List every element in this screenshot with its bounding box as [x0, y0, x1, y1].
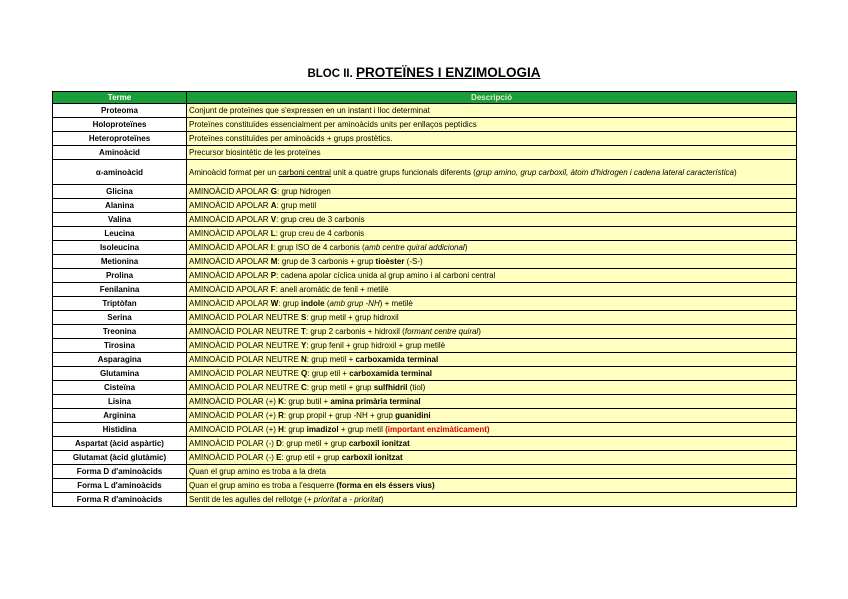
table-row — [53, 297, 797, 311]
description-cell — [187, 269, 797, 283]
table-row — [53, 283, 797, 297]
description-cell — [187, 479, 797, 493]
description-segment: : grup creu de 4 carbonis — [275, 229, 365, 238]
description-segment: P — [270, 271, 277, 280]
term-cell: Valina — [53, 213, 187, 227]
term-cell: Glutamina — [53, 367, 187, 381]
description-segment: C — [301, 383, 307, 392]
description-cell — [187, 227, 797, 241]
description-segment: amina primària terminal — [330, 397, 421, 406]
description-cell — [187, 325, 797, 339]
description-segment: I — [270, 243, 274, 252]
table-row — [53, 437, 797, 451]
description-cell — [187, 493, 797, 507]
table-row — [53, 381, 797, 395]
description-segment: AMINOÀCID APOLAR — [189, 271, 271, 280]
term-cell: Prolina — [53, 269, 187, 283]
description-segment: : grup metil + grup — [281, 439, 349, 448]
term-cell: Forma R d'aminoàcids — [53, 493, 187, 507]
description-segment: : grup butil + — [283, 397, 331, 406]
description-cell — [187, 409, 797, 423]
description-cell — [187, 199, 797, 213]
description-cell — [187, 241, 797, 255]
table-row — [53, 311, 797, 325]
description-segment: Q — [301, 369, 308, 378]
description-cell — [187, 423, 797, 437]
description-segment: amb centre quiral addicional — [364, 243, 465, 252]
description-cell — [187, 339, 797, 353]
term-cell: Lisina — [53, 395, 187, 409]
description-cell — [187, 132, 797, 146]
description-segment: grup amino, grup carboxil, àtom d'hidrogen i cadena lateral característica — [475, 167, 734, 177]
term-cell: α-aminoàcid — [53, 160, 187, 185]
table-header-row — [53, 92, 797, 104]
description-segment: AMINOÀCID APOLAR — [189, 187, 271, 196]
term-cell: Treonina — [53, 325, 187, 339]
description-segment: ) + metilè — [379, 299, 413, 308]
page-title — [0, 64, 848, 82]
term-cell: Arginina — [53, 409, 187, 423]
description-segment: : grup metil — [276, 201, 317, 210]
term-cell: Serina — [53, 311, 187, 325]
description-segment: Sentit de les agulles del rellotge ( — [189, 495, 307, 504]
description-segment: AMINOÀCID POLAR (-) — [189, 453, 277, 462]
table-row — [53, 325, 797, 339]
description-segment: AMINOÀCID APOLAR — [189, 229, 271, 238]
description-segment: W — [270, 299, 279, 308]
description-segment: Y — [301, 341, 307, 350]
term-cell: Metionina — [53, 255, 187, 269]
title-main: PROTEÏNES I ENZIMOLOGIA — [356, 65, 541, 80]
description-segment: AMINOÀCID POLAR NEUTRE — [189, 313, 302, 322]
description-cell — [187, 185, 797, 199]
description-segment: ) — [478, 327, 481, 336]
description-segment: + grup metil — [338, 425, 386, 434]
description-segment: formant centre quiral — [404, 327, 479, 336]
description-segment: sulfhidril — [373, 383, 408, 392]
description-segment: AMINOÀCID APOLAR — [189, 299, 271, 308]
term-cell: Fenilanina — [53, 283, 187, 297]
description-segment: ) — [733, 167, 737, 177]
description-segment: AMINOÀCID POLAR NEUTRE — [189, 383, 302, 392]
term-cell: Asparagina — [53, 353, 187, 367]
description-segment: + prioritat a - prioritat — [306, 495, 381, 504]
description-cell — [187, 255, 797, 269]
description-segment: AMINOÀCID POLAR (-) — [189, 439, 277, 448]
description-segment: Precursor biosintètic de les proteïnes — [189, 148, 321, 157]
description-segment: (-S-) — [404, 257, 423, 266]
table-row — [53, 493, 797, 507]
description-segment: AMINOÀCID APOLAR — [189, 201, 271, 210]
term-cell: Proteoma — [53, 104, 187, 118]
description-segment: AMINOÀCID POLAR NEUTRE — [189, 369, 302, 378]
description-segment: G — [270, 187, 278, 196]
description-cell — [187, 104, 797, 118]
table-row — [53, 395, 797, 409]
table-row — [53, 423, 797, 437]
description-cell — [187, 160, 797, 185]
description-segment: D — [276, 439, 282, 448]
description-segment: carboxil ionitzat — [348, 439, 410, 448]
description-segment: Proteïnes constituïdes essencialment per aminoàcids units per enllaços peptídics — [189, 120, 477, 129]
description-cell — [187, 213, 797, 227]
description-cell — [187, 353, 797, 367]
table-row — [53, 409, 797, 423]
term-cell: Aspartat (àcid aspàrtic) — [53, 437, 187, 451]
description-segment: : grup hidrogen — [277, 187, 331, 196]
description-cell — [187, 297, 797, 311]
description-segment: K — [278, 397, 284, 406]
description-segment: unit a quatre grups funcionals diferents ( — [330, 167, 476, 177]
description-segment: (tiol) — [407, 383, 426, 392]
table-row — [53, 241, 797, 255]
description-segment: : grup 2 carbonis + hidroxil ( — [305, 327, 405, 336]
description-cell — [187, 118, 797, 132]
description-segment: : grup propil + grup -NH + grup — [283, 411, 396, 420]
description-segment: tioèster — [375, 257, 405, 266]
description-segment: AMINOÀCID POLAR (+) — [189, 425, 279, 434]
table-row — [53, 339, 797, 353]
table-row — [53, 132, 797, 146]
description-cell — [187, 465, 797, 479]
table-row — [53, 118, 797, 132]
header-term: Terme — [53, 92, 187, 104]
description-segment: amb grup -NH — [329, 299, 380, 308]
term-cell: Glutamat (àcid glutàmic) — [53, 451, 187, 465]
term-cell: Aminoàcid — [53, 146, 187, 160]
description-segment: Aminoàcid format per un — [189, 167, 279, 177]
term-cell: Heteroproteïnes — [53, 132, 187, 146]
term-cell: Alanina — [53, 199, 187, 213]
table-row — [53, 465, 797, 479]
term-cell: Cisteïna — [53, 381, 187, 395]
term-cell: Tirosina — [53, 339, 187, 353]
table-row — [53, 199, 797, 213]
description-segment: : grup creu de 3 carbonis — [276, 215, 365, 224]
description-segment: carboxil ionitzat — [341, 453, 403, 462]
description-segment: Quan el grup amino es troba a l'esquerre — [189, 481, 337, 490]
term-cell: Glicina — [53, 185, 187, 199]
description-segment: guanidini — [395, 411, 431, 420]
description-segment: L — [270, 229, 276, 238]
term-cell: Triptòfan — [53, 297, 187, 311]
description-segment: F — [270, 285, 276, 294]
description-cell — [187, 437, 797, 451]
description-segment: ) — [380, 495, 384, 504]
term-cell: Leucina — [53, 227, 187, 241]
description-segment: AMINOÀCID POLAR NEUTRE — [189, 341, 302, 350]
description-segment: Quan el grup amino es troba a la dreta — [189, 467, 326, 476]
description-segment: (forma en els éssers vius) — [336, 481, 435, 490]
table-body — [53, 104, 797, 507]
description-cell — [187, 381, 797, 395]
description-segment: AMINOÀCID POLAR (+) — [189, 397, 279, 406]
description-cell — [187, 395, 797, 409]
table-row — [53, 255, 797, 269]
description-segment: M — [270, 257, 278, 266]
table-row — [53, 213, 797, 227]
description-segment: E — [276, 453, 282, 462]
header-description: Descripció — [187, 92, 797, 104]
table-row — [53, 367, 797, 381]
description-segment: : grup metil + grup — [306, 383, 374, 392]
table-row — [53, 227, 797, 241]
table-row — [53, 185, 797, 199]
description-segment: AMINOÀCID POLAR (+) — [189, 411, 279, 420]
table-row — [53, 479, 797, 493]
description-segment: carboxamida terminal — [355, 355, 439, 364]
description-segment: AMINOÀCID APOLAR — [189, 285, 271, 294]
description-segment: AMINOÀCID POLAR NEUTRE — [189, 355, 302, 364]
title-prefix: BLOC II. — [307, 68, 357, 80]
description-segment: AMINOÀCID APOLAR — [189, 243, 271, 252]
description-segment: H — [278, 425, 284, 434]
description-segment: N — [301, 355, 307, 364]
term-cell: Isoleucina — [53, 241, 187, 255]
description-segment: Conjunt de proteïnes que s'expressen en un instant i lloc determinat — [189, 106, 430, 115]
description-segment: : anell aromàtic de fenil + metilè — [275, 285, 389, 294]
term-cell: Forma D d'aminoàcids — [53, 465, 187, 479]
description-segment: ) — [464, 243, 468, 252]
description-segment: : grup ISO de 4 carbonis ( — [273, 243, 365, 252]
description-cell — [187, 451, 797, 465]
description-segment: R — [278, 411, 284, 420]
description-segment: S — [301, 313, 307, 322]
description-segment: (important enzimàticament) — [385, 425, 490, 434]
description-segment: AMINOÀCID APOLAR — [189, 215, 271, 224]
description-segment: : grup metil + grup hidroxil — [306, 313, 399, 322]
glossary-table — [52, 91, 797, 507]
description-segment: A — [270, 201, 277, 210]
description-segment: indole — [301, 299, 325, 308]
table-row — [53, 146, 797, 160]
description-segment: AMINOÀCID APOLAR — [189, 257, 271, 266]
table-row — [53, 269, 797, 283]
description-cell — [187, 146, 797, 160]
description-segment: : grup — [283, 425, 307, 434]
description-segment: : grup de 3 carbonis + grup — [277, 257, 376, 266]
term-cell: Forma L d'aminoàcids — [53, 479, 187, 493]
term-cell: Histidina — [53, 423, 187, 437]
description-segment: : grup etil + grup — [281, 453, 342, 462]
table-row — [53, 451, 797, 465]
description-segment: V — [270, 215, 277, 224]
description-segment: : grup fenil + grup hidroxil + grup metilè — [306, 341, 446, 350]
description-cell — [187, 283, 797, 297]
description-segment: : grup metil + — [306, 355, 356, 364]
description-segment: : cadena apolar cíclica unida al grup amino i al carboni central — [276, 271, 496, 280]
description-segment: carboni central — [278, 167, 331, 177]
description-segment: carboxamida terminal — [349, 369, 432, 378]
term-cell: Holoproteïnes — [53, 118, 187, 132]
description-segment: Proteïnes constituïdes per aminoàcids + grups prostètics. — [189, 134, 393, 143]
table-row — [53, 353, 797, 367]
description-segment: : grup etil + — [307, 369, 350, 378]
description-segment: ( — [324, 299, 330, 308]
description-segment: T — [301, 327, 306, 336]
description-cell — [187, 311, 797, 325]
description-cell — [187, 367, 797, 381]
description-segment: : grup — [278, 299, 302, 308]
table-row — [53, 104, 797, 118]
description-segment: imadizol — [306, 425, 339, 434]
description-segment: AMINOÀCID POLAR NEUTRE — [189, 327, 302, 336]
table-row — [53, 160, 797, 185]
